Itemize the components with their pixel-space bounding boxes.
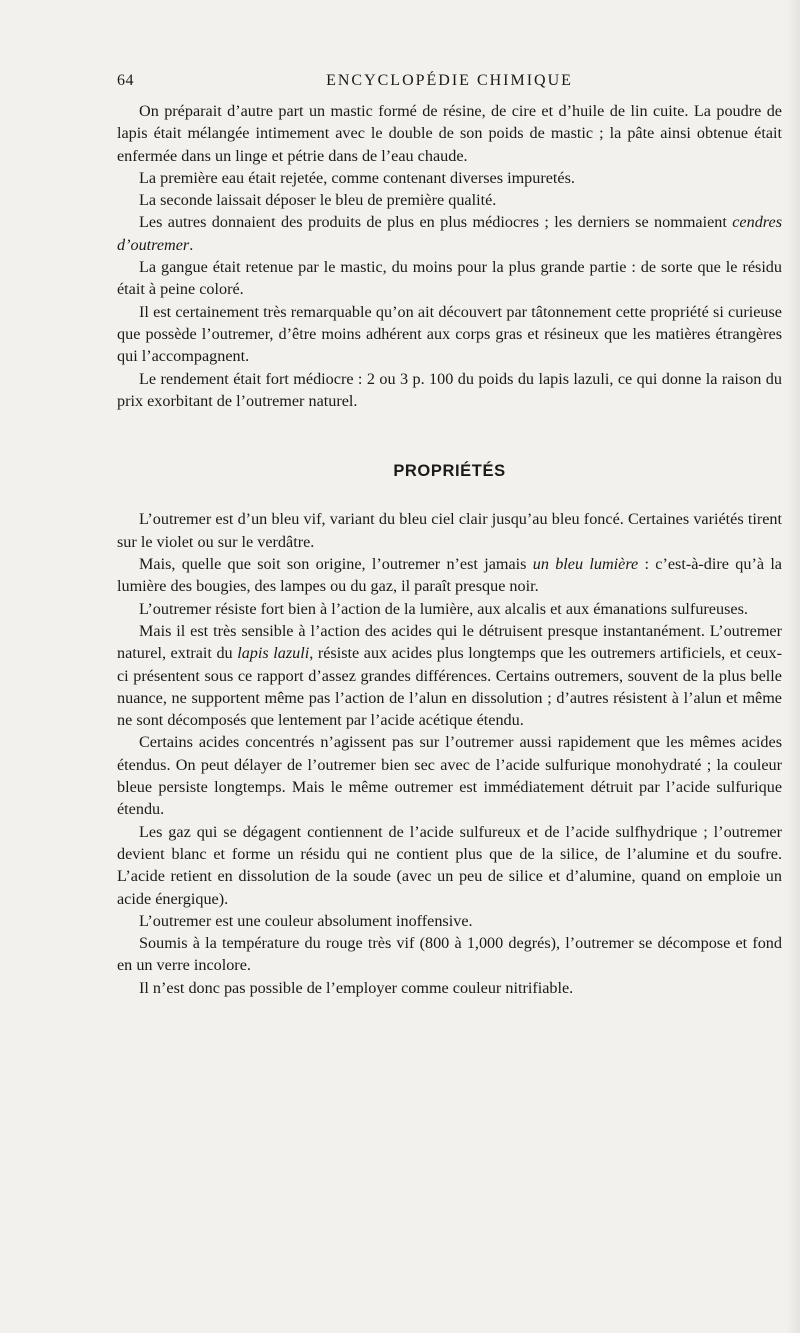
paragraph: Certains acides concentrés n’agissent pas sur l’outremer aussi rapidement que les mêmes acides étendus. On peut délayer de l’outremer bien sec avec de l’acide sulfurique monohydraté ; la couleur bleue persiste longtemps. Mais le même outremer est immédiatement détruit par l’acide sulfurique étendu.: [117, 733, 782, 819]
paragraph: Les gaz qui se dégagent contiennent de l’acide sulfureux et de l’acide sulfhydrique ; l’outremer devient blanc et forme un résidu qui ne contient plus que de la silice, de l’alumine et du soufre. L’acide retient en dissolution de la soude (avec un peu de silice et d’alumine, quand on emploie un acide énergique).: [117, 822, 782, 908]
paragraph: L’outremer résiste fort bien à l’action de la lumière, aux alcalis et aux émanations sulfureuses.: [139, 599, 748, 618]
paragraph: La gangue était retenue par le mastic, du moins pour la plus grande partie : de sorte que le résidu était à peine coloré.: [117, 258, 782, 299]
italic-term: lapis lazuli: [237, 644, 310, 663]
text-run: .: [189, 235, 194, 254]
paragraph: L’outremer est d’un bleu vif, variant du bleu ciel clair jusqu’au bleu foncé. Certaines variétés tirent sur le violet ou sur le verdâtre.: [117, 510, 782, 551]
paragraph: [117, 620, 782, 731]
body-text: [117, 100, 782, 999]
text-run: Mais, quelle que soit son origine, l’outremer n’est jamais: [139, 555, 533, 574]
text-run: Les autres donnaient des produits de plus en plus médiocres ; les derniers se nommaient: [139, 213, 733, 232]
italic-term: un bleu lumière: [532, 555, 639, 574]
text-run: Mais il est très sensible à l’action des acides qui le détruisent presque instantanément. L’outremer naturel, extrait du: [117, 621, 782, 663]
page-edge-shadow: [786, 0, 800, 1333]
paragraph: La première eau était rejetée, comme contenant diverses impuretés.: [139, 168, 575, 187]
text-run: : c’est-à-dire qu’à la lumière des bougies, des lampes ou du gaz, il paraît presque noir.: [117, 555, 782, 596]
paragraph: La seconde laissait déposer le bleu de première qualité.: [139, 191, 497, 210]
page-number: 64: [117, 72, 134, 89]
paragraph: [117, 211, 782, 256]
running-title: ENCYCLOPÉDIE CHIMIQUE: [326, 72, 573, 89]
paragraph: Il est certainement très remarquable qu’on ait découvert par tâtonnement cette propriété si curieuse que possède l’outremer, d’être moins adhérent aux corps gras et résineux que les matières étrangères qui l’accompagnent.: [117, 302, 782, 366]
paragraph: On préparait d’autre part un mastic formé de résine, de cire et d’huile de lin cuite. La poudre de lapis était mélangée intimement avec le double de son poids de mastic ; la pâte ainsi obtenue était enfermée dans un linge et pétrie dans de l’eau chaude.: [117, 102, 782, 165]
paragraph: Le rendement était fort médiocre : 2 ou 3 p. 100 du poids du lapis lazuli, ce qui donne la raison du prix exorbitant de l’outremer naturel.: [117, 369, 782, 410]
italic-term: cendres d’outremer: [117, 213, 782, 254]
section-heading: PROPRIÉTÉS: [393, 462, 506, 481]
running-head: [117, 72, 782, 96]
text-run: , résiste aux acides plus longtemps que les outremers artificiels, et ceux-ci présentent sous ce rapport d’assez grandes différences. Certains outremers, souvent de la plus belle nuance, ne supportent même pas l’action de l’alun en dissolution ; d’autres résistent à l’alun et même ne sont décomposés que lentement par l’acide acétique étendu.: [117, 644, 782, 730]
paragraph: L’outremer est une couleur absolument inoffensive.: [139, 911, 473, 930]
paragraph: [117, 553, 782, 598]
section-proprietes: [117, 508, 782, 999]
paragraph: Soumis à la température du rouge très vif (800 à 1,000 degrés), l’outremer se décompose et fond en un verre incolore.: [117, 934, 782, 975]
paragraph: Il n’est donc pas possible de l’employer comme couleur nitrifiable.: [139, 978, 574, 997]
